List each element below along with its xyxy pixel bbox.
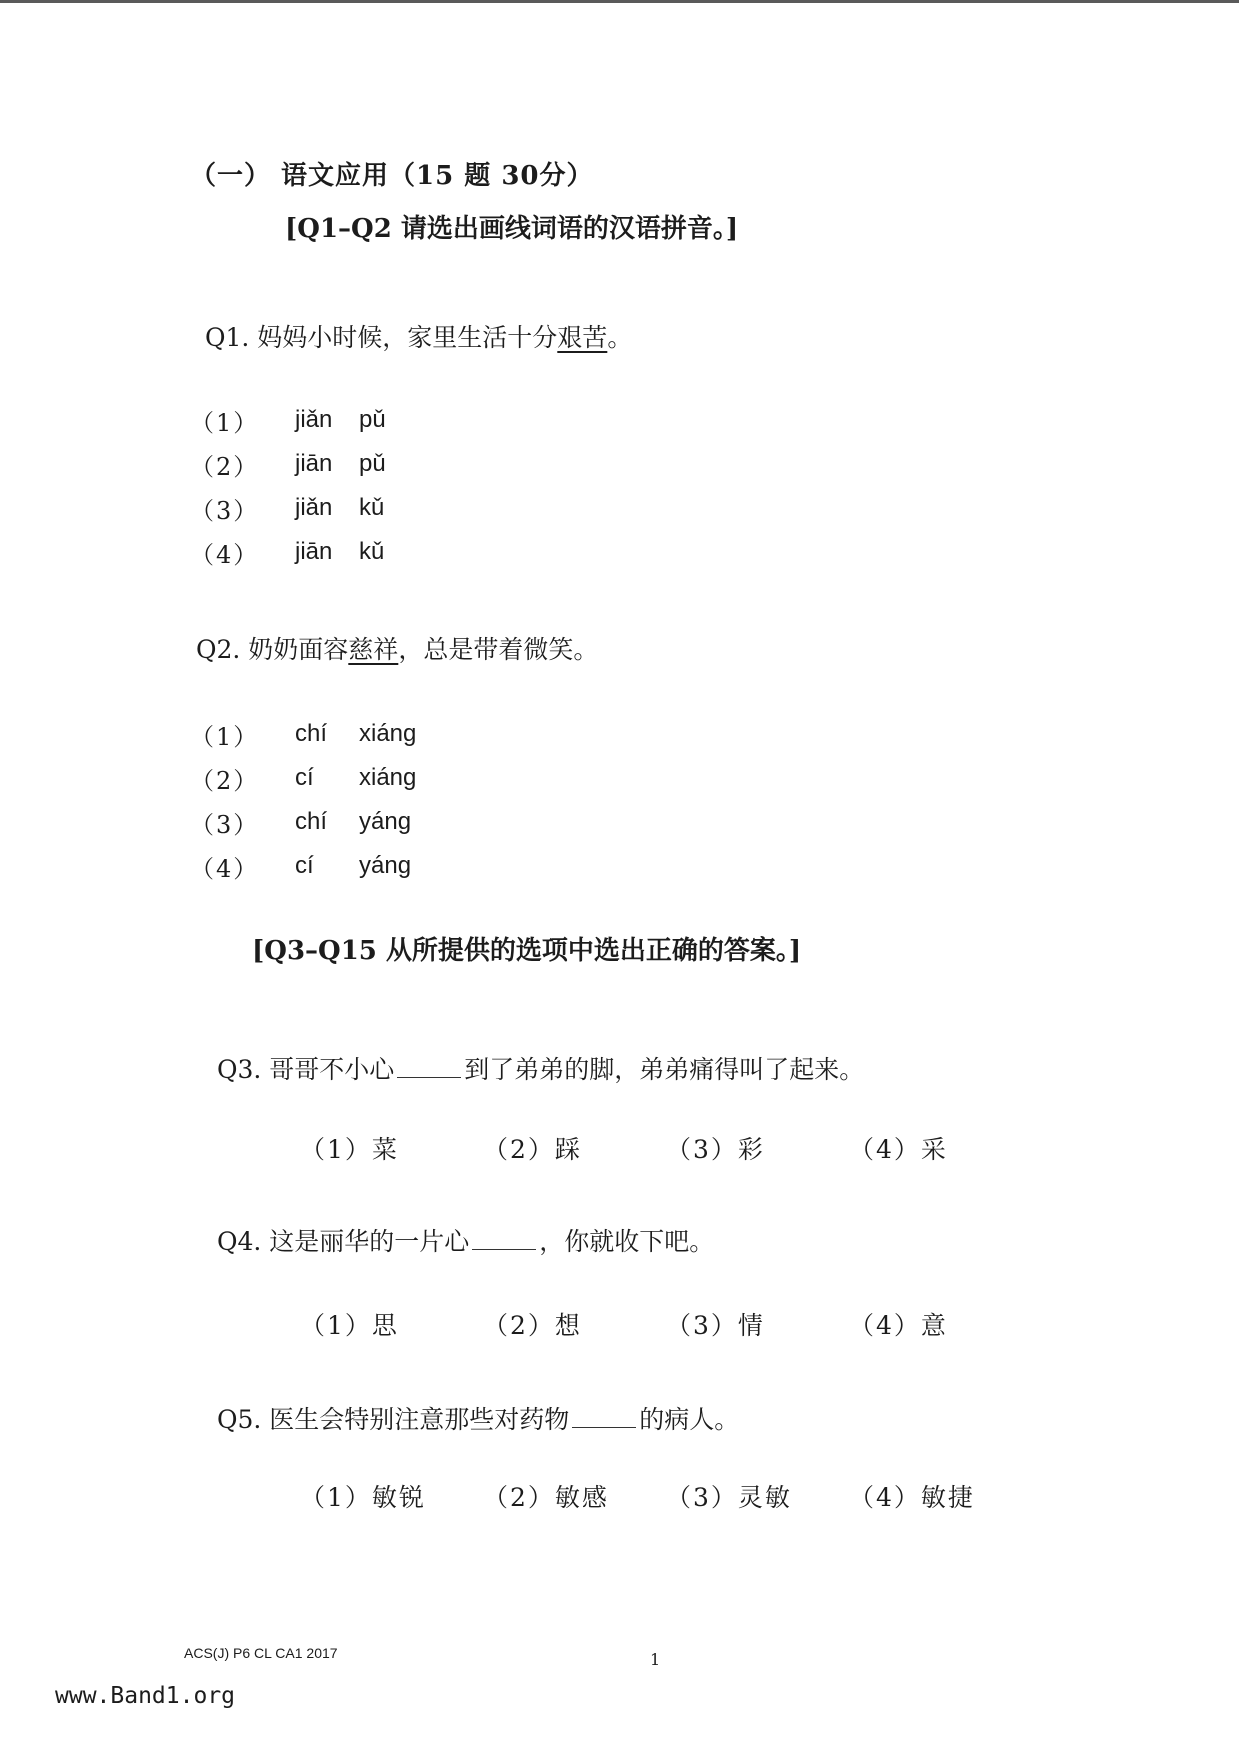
question-1-underlined-word: 艰苦 [557, 323, 608, 352]
choice-4[interactable]: （4）意 [849, 1311, 948, 1340]
pinyin-2: xiáng [359, 720, 417, 747]
pinyin-1: jiān [295, 450, 333, 477]
question-5-suffix: 的病人。 [639, 1405, 740, 1434]
choice-2[interactable]: （2）想 [483, 1311, 582, 1340]
question-3-prefix: Q3. 哥哥不小心 [217, 1055, 395, 1084]
option-number: （2） [190, 766, 260, 795]
question-2 [196, 630, 598, 666]
option-row[interactable] [190, 756, 423, 800]
question-2-prefix: Q2. 奶奶面容 [196, 635, 349, 664]
choice-1[interactable]: （1）菜 [300, 1135, 399, 1164]
option-row[interactable] [190, 844, 423, 888]
option-row[interactable] [190, 486, 423, 530]
option-row[interactable] [190, 398, 423, 442]
option-row[interactable] [190, 442, 423, 486]
pinyin-2: yáng [359, 808, 412, 835]
option-number: （1） [190, 408, 260, 437]
question-4-choices [300, 1306, 1032, 1342]
choice-4[interactable]: （4）敏捷 [849, 1483, 975, 1512]
pinyin-1: cí [295, 852, 314, 879]
pinyin-2: yáng [359, 852, 412, 879]
question-5-prefix: Q5. 医生会特别注意那些对药物 [217, 1405, 570, 1434]
question-2-suffix: ，总是带着微笑。 [398, 635, 599, 664]
question-1-suffix: 。 [607, 323, 633, 352]
choice-3[interactable]: （3）情 [666, 1311, 765, 1340]
option-number: （1） [190, 722, 260, 751]
pinyin-1: jiān [295, 538, 333, 565]
answer-blank [397, 1057, 461, 1078]
scan-edge [0, 0, 1239, 3]
question-5-choices [300, 1478, 1032, 1514]
pinyin-2: kǔ [359, 494, 385, 521]
option-number: （4） [190, 540, 260, 569]
question-3-choices [300, 1130, 1032, 1166]
choice-3[interactable]: （3）灵敏 [666, 1483, 792, 1512]
choice-3[interactable]: （3）彩 [666, 1135, 765, 1164]
question-4-prefix: Q4. 这是丽华的一片心 [217, 1227, 470, 1256]
option-number: （4） [190, 854, 260, 883]
option-number: （2） [190, 452, 260, 481]
choice-1[interactable]: （1）敏锐 [300, 1483, 426, 1512]
question-1-options [190, 398, 423, 574]
question-4 [217, 1222, 714, 1258]
answer-blank [472, 1229, 536, 1250]
option-row[interactable] [190, 800, 423, 844]
question-1 [205, 318, 632, 354]
instruction-q1-q2: [Q1–Q2 请选出画线词语的汉语拼音。] [285, 214, 739, 244]
option-number: （3） [190, 810, 260, 839]
option-row[interactable] [190, 712, 423, 756]
option-row[interactable] [190, 530, 423, 574]
choice-4[interactable]: （4）采 [849, 1135, 948, 1164]
pinyin-2: xiáng [359, 764, 417, 791]
answer-blank [572, 1407, 636, 1428]
question-2-options [190, 712, 423, 888]
instruction-q3-q15: [Q3–Q15 从所提供的选项中选出正确的答案。] [252, 936, 802, 966]
question-2-underlined-word: 慈祥 [348, 635, 399, 664]
footer-exam-code: ACS(J) P6 CL CA1 2017 [184, 1645, 338, 1661]
pinyin-2: pǔ [359, 450, 386, 477]
pinyin-1: jiǎn [295, 494, 333, 521]
page-number: 1 [650, 1650, 661, 1669]
section-title: （一） 语文应用（15 题 30分） [190, 161, 594, 191]
pinyin-1: jiǎn [295, 406, 333, 433]
choice-1[interactable]: （1）思 [300, 1311, 399, 1340]
choice-2[interactable]: （2）敏感 [483, 1483, 609, 1512]
question-3 [217, 1050, 864, 1086]
question-3-suffix: 到了弟弟的脚，弟弟痛得叫了起来。 [464, 1055, 865, 1084]
option-number: （3） [190, 496, 260, 525]
pinyin-2: pǔ [359, 406, 386, 433]
pinyin-1: chí [295, 808, 328, 835]
pinyin-1: cí [295, 764, 314, 791]
website-watermark: www.Band1.org [55, 1683, 236, 1709]
pinyin-2: kǔ [359, 538, 385, 565]
question-5 [217, 1400, 739, 1436]
pinyin-1: chí [295, 720, 328, 747]
question-1-prefix: Q1. 妈妈小时候，家里生活十分 [205, 323, 558, 352]
choice-2[interactable]: （2）踩 [483, 1135, 582, 1164]
question-4-suffix: ，你就收下吧。 [539, 1227, 715, 1256]
